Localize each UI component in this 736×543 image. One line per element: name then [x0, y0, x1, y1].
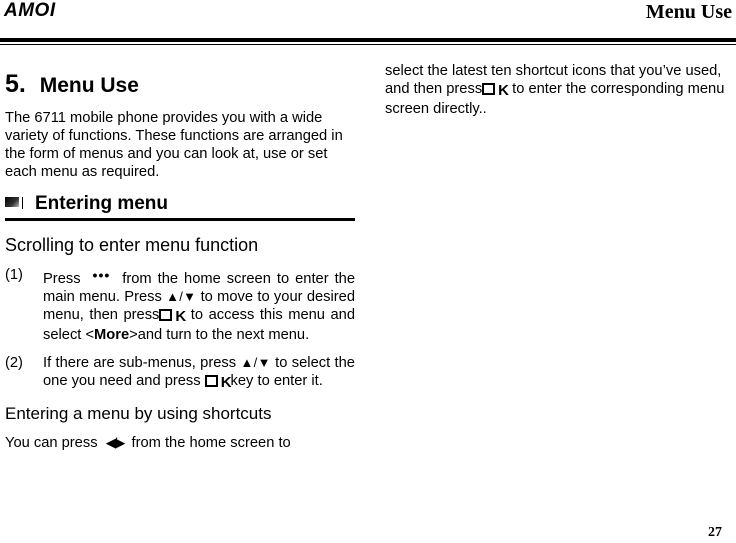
up-down-arrow-icon: ▲/▼ [240, 355, 271, 370]
ok-key-letter: K [498, 82, 509, 99]
right-column [385, 62, 730, 118]
step-1-marker: (1) [5, 267, 23, 283]
up-down-arrow-icon: ▲/▼ [166, 289, 197, 304]
amoi-logo: AMOI [4, 0, 56, 21]
entering-menu-heading-text: Entering menu [35, 193, 169, 214]
shortcuts-text [5, 434, 355, 452]
step-2-marker: (2) [5, 355, 23, 371]
left-right-arrow-icon: ◀/▶ [105, 435, 124, 450]
step-1-text-e: >and turn to the next menu. [129, 327, 310, 343]
header-rule-thick [0, 38, 736, 42]
scrolling-heading: Scrolling to enter menu function [5, 235, 259, 255]
ok-key-icon [205, 374, 231, 392]
header-rule-thin [0, 44, 736, 45]
entering-menu-heading [5, 193, 355, 221]
step-2-text-a: If there are sub-menus, press [43, 355, 237, 371]
right-text-b: to enter the corresponding menu screen directly.. [385, 81, 725, 117]
section-title-text: Menu Use [39, 74, 139, 97]
step-1 [5, 266, 355, 344]
step-1-text-c: to move to your desired menu, then press [43, 289, 355, 323]
step-2-text-c: key to enter it. [230, 373, 323, 389]
right-text-a: select the latest ten shortcut icons that you’ve used, and then press [385, 63, 722, 97]
section-number: 5. [5, 70, 26, 98]
step-1-text-a: Press [43, 271, 81, 287]
step-2-text-b: to select the one you need and press [43, 355, 355, 389]
right-column-text [385, 62, 730, 118]
step-1-text-b: from the home screen to enter the main menu. Press [43, 271, 355, 305]
ok-key-icon [482, 82, 508, 100]
shortcuts-heading: Entering a menu by using shortcuts [5, 404, 272, 423]
ok-key-letter: K [175, 308, 186, 325]
ok-key-icon [159, 308, 185, 326]
step-2 [5, 354, 355, 392]
header-title: Menu Use [645, 1, 732, 23]
left-column [5, 62, 355, 452]
page-number: 27 [708, 525, 722, 540]
step-1-text-d: to access this menu and select < [43, 307, 356, 343]
shortcuts-text-a: You can press [5, 435, 98, 451]
shortcuts-text-b: from the home screen to [131, 435, 291, 451]
section-title [5, 70, 355, 99]
ok-key-letter: K [220, 374, 231, 391]
bullet-square-icon [5, 197, 19, 207]
more-label: More [94, 327, 130, 343]
section-intro: The 6711 mobile phone provides you with a wide variety of functions. These functions are arranged in the form of menus and you can look at, use or set each menu as required. [5, 110, 343, 180]
menu-dots-icon: ••• [92, 267, 111, 283]
